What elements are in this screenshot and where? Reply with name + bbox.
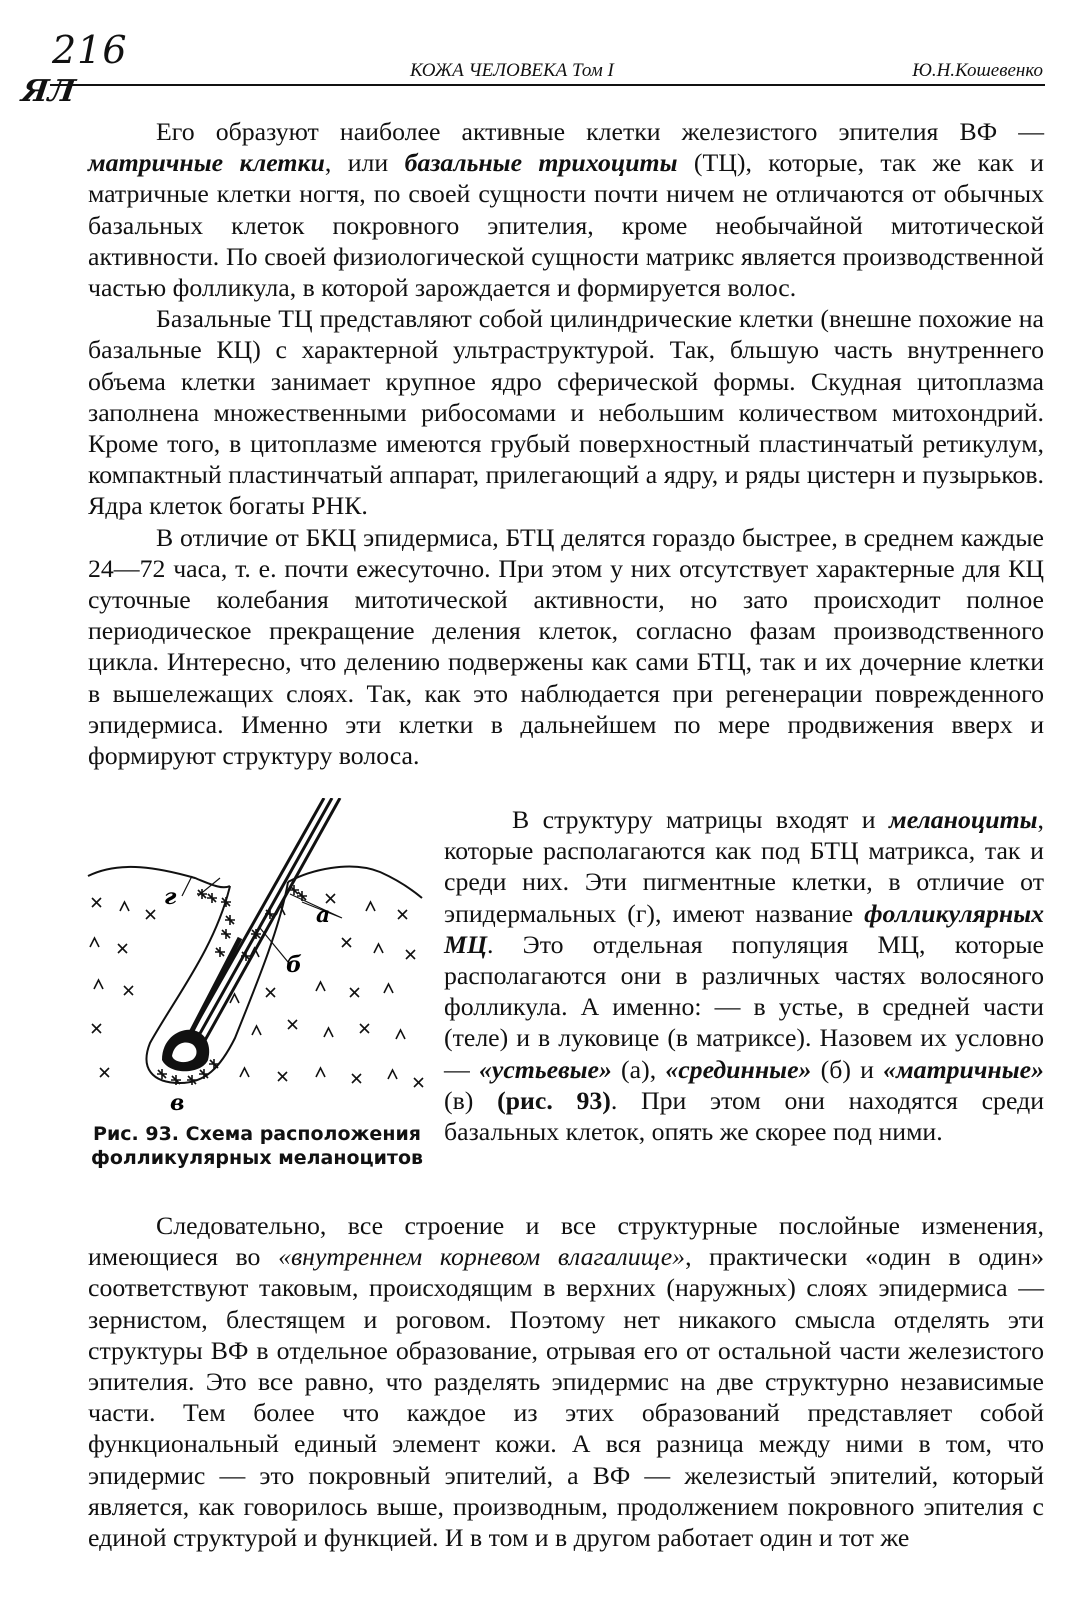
hatch-mark — [316, 1068, 325, 1077]
melanocyte-mark — [221, 897, 231, 907]
hatch-mark — [324, 1028, 333, 1037]
term-matrix-cells: матричные клетки — [88, 148, 325, 178]
label-g: г — [164, 884, 177, 910]
hatch-mark — [100, 1068, 109, 1077]
para5-text-a: Следовательно, все строение и все структурные послойные изменения, имеющиеся во — [88, 1211, 1044, 1272]
hatch-mark — [252, 1026, 261, 1035]
figure-reference: (рис. 93) — [497, 1085, 611, 1115]
hatch-mark — [398, 910, 407, 919]
para4-text-k: (в) — [444, 1085, 498, 1115]
paragraph-4 — [444, 804, 1044, 1147]
melanocyte-mark — [289, 885, 299, 895]
hatch-mark — [360, 1024, 369, 1033]
hatch-mark — [146, 910, 155, 919]
paragraph-1 — [88, 116, 1044, 303]
label-v: в — [170, 1090, 185, 1116]
publisher-logo: ЯЛ — [19, 74, 78, 109]
hair-follicle-diagram — [80, 798, 430, 1118]
hatch-mark — [374, 944, 383, 953]
melanocyte-mark — [157, 1069, 167, 1079]
melanocyte-mark — [209, 1059, 219, 1069]
paragraph-2: Базальные ТЦ представляют собой цилиндрические клетки (внешне похожие на базальные КЦ) с характерной ультраструктурой. Так, бльшую часть внутреннего объема клетки занимает крупное ядро сферической формы. Скудная цитоплазма заполнена множественными рибосомами и небольшим количеством митохондрий. Кроме того, в цитоплазме имеются грубый поверхностный пластинчатый ретикулум, компактный пластинчатый аппарат, прилегающий а ядру, и ряды цистерн и пузырьков. Ядра клеток богаты РНК. — [88, 304, 1044, 521]
label-b: б — [286, 952, 302, 978]
term-ostial: «устьевые» — [478, 1054, 612, 1084]
term-follicular-mc: фолликулярных МЦ — [444, 898, 1044, 959]
melanocyte-mark — [215, 947, 225, 957]
hatch-mark — [278, 1072, 287, 1081]
hatch-mark — [366, 902, 375, 911]
hatch-mark — [120, 902, 129, 911]
figure-93 — [80, 798, 430, 1118]
hatch-mark — [388, 1070, 397, 1079]
paragraph-5 — [88, 1210, 1044, 1553]
hatch-mark — [384, 984, 393, 993]
text-block-bottom — [88, 1210, 1044, 1553]
running-title: КОЖА ЧЕЛОВЕКА Том I — [410, 60, 614, 81]
running-author: Ю.Н.Кошевенко — [912, 60, 1043, 81]
hatch-mark — [342, 938, 351, 947]
cell-hatching — [90, 894, 423, 1087]
para4-text-a: В структуру матрицы входят и — [512, 805, 890, 834]
figure-caption: Рис. 93. Схема расположения фолликулярных меланоцитов — [90, 1123, 424, 1169]
skin-surface-left — [88, 867, 230, 887]
para4-text-c: , которые располагаются как под БТЦ матрикса, так и среди них. Эти пигментные клетки, в отличие от эпидермальных (г), имеют название — [444, 805, 1044, 928]
hatch-mark — [118, 944, 127, 953]
hatch-mark — [124, 986, 133, 995]
text-block-top — [88, 116, 1044, 771]
term-median: «срединные» — [665, 1054, 812, 1084]
hair-shaft-line-2 — [184, 798, 332, 1062]
hatch-mark — [350, 988, 359, 997]
melanocyte-mark — [221, 929, 231, 939]
hatch-mark — [406, 950, 415, 959]
para1-text-e: (ТЦ), которые, так же как и матричные клетки ногтя, по своей сущности почти ничем не отличаются от обычных базальных клеток покровного эпителия, кроме необычайной митотической активности. По своей физиологической сущности матрикс является производственной частью фолликула, в которой зарождается и формируется волос. — [88, 148, 1044, 303]
page-number: 216 — [52, 28, 128, 72]
hatch-mark — [414, 1078, 423, 1087]
hatch-mark — [90, 938, 99, 947]
para4-text-g: (а), — [611, 1054, 666, 1084]
para1-text-a: Его образуют наиболее активные клетки железистого эпителия ВФ — — [156, 117, 1044, 146]
hatch-mark — [316, 982, 325, 991]
melanocyte-mark — [199, 1069, 209, 1079]
term-melanocytes: меланоциты — [889, 805, 1038, 834]
hatch-mark — [240, 1068, 249, 1077]
melanocyte-mark — [207, 893, 217, 903]
hatch-mark — [288, 1020, 297, 1029]
para4-text-m: . При этом они находятся среди базальных клеток, опять же скорее под ними. — [444, 1085, 1044, 1147]
hatch-mark — [266, 988, 275, 997]
hatch-mark — [92, 1024, 101, 1033]
hatch-mark — [94, 980, 103, 989]
para4-text-i: (б) и — [811, 1054, 884, 1084]
melanocyte-mark — [187, 1075, 197, 1085]
hatch-mark — [352, 1074, 361, 1083]
para5-text-c: , практически «один в один» соответствуют таковым, происходящим в верхних (наружных) слоях эпидермиса — зернистом, блестящем и роговом. Поэтому нет никакого смысла отделять эти структуры ВФ в отдельное образование, отрывая его от остальной части железистого эпителия. Это все равно, что разделять эпидермис на две структурно независимые части. Тем более что каждое из этих образований представляет собой функциональный единый элемент кожи. А вся разница между ними в том, что эпидермис — это покровный эпителий, а ВФ — железистый эпителий, который является, как говорилось выше, производным, продолжением покровного эпителия с единой структурой и функцией. И в том и в другом работает один и тот же — [88, 1242, 1045, 1553]
skin-surface-right — [288, 867, 422, 898]
text-column-right — [444, 804, 1044, 1147]
label-a: а — [316, 902, 331, 928]
hatch-mark — [92, 898, 101, 907]
hatch-mark — [396, 1030, 405, 1039]
term-inner-root-sheath: «внутреннем корневом влагалище» — [278, 1242, 686, 1272]
melanocyte-mark — [225, 915, 235, 925]
para1-text-c: , или — [324, 148, 405, 178]
term-matrix: «матричные» — [883, 1054, 1044, 1084]
term-basal-trichocytes: базальные трихоциты — [404, 148, 678, 178]
header-rule — [50, 84, 1045, 86]
para4-text-e: . Это отдельная популяция МЦ, которые располагаются они в различных частях волосяного фолликула. А именно: — в устье, в средней части (теле) и в луковице (в матриксе). Назовем их условно — — [444, 929, 1044, 1084]
paragraph-3: В отличие от БКЦ эпидермиса, БТЦ делятся гораздо быстрее, в среднем каждые 24—72 часа, т. е. почти ежесуточно. При этом у них отсутствует характерные для КЦ суточные колебания митотической активности, но зато происходит полное периодическое прекращение деления клеток, согласно фазам производственного цикла. Интересно, что делению подвержены как сами БТЦ, так и их дочерние клетки в вышележащих слоях. Так, как это наблюдается при регенерации поврежденного эпидермиса. Именно эти клетки в дальнейшем по мере продвижения вверх и формируют структуру волоса. — [88, 522, 1044, 771]
